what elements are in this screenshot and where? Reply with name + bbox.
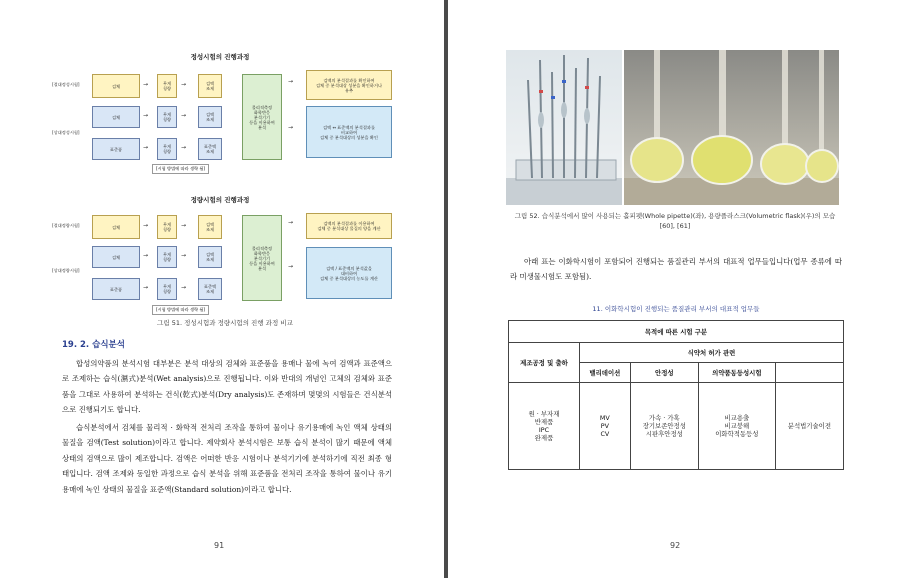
table-cell: 원 · 부자재 반제품 IPC 완제품 (509, 383, 580, 470)
figure-title-quantitative: 정량시험의 진행과정 (190, 196, 250, 204)
section-heading: 19. 2. 습식분석 (62, 340, 125, 350)
standard-box: 표준품 (92, 278, 140, 300)
side-label-absolute: [절대정성시험] (52, 82, 80, 87)
side-label-relative: [상대정성시험] (52, 130, 80, 135)
sample-label: 검체 (111, 83, 121, 89)
arrow-icon: → (181, 112, 187, 119)
arrow-icon: → (143, 222, 149, 229)
arrow-icon: → (288, 219, 294, 226)
arrow-icon: → (181, 252, 187, 259)
table-col-header-empty (775, 363, 843, 383)
side-label-absolute: [절대정량시험] (52, 223, 80, 228)
table-col-header: 안정성 (630, 363, 698, 383)
sample-box (92, 74, 140, 98)
solution-box: 검액 조제 (198, 246, 222, 268)
figure-caption: 그림 51. 정성시험과 정량시험의 진행 과정 비교 (157, 319, 293, 327)
pipette-photo (506, 50, 622, 205)
table-header-main: 목적에 따른 시험 구분 (509, 321, 844, 343)
paragraph: 습식분석에서 검체를 물리적 · 화학적 전처리 조작을 통하여 물이나 유기용매에 녹인 액체 상태의 물질을 검액(Test solution)이라고 합니다. 제약회사 분석시험은 보통 습식 분석이 많기 때문에 액체 상태의 검액으로 많이 제조합니다. 검액은 어떠한 반응 시험이나 분석기기에 분석하기에 직전 최종 형태입니다. 검액 조제와 동일한 과정으로 습식 분석을 위해 표준품을 전처리 조작을 통하여 물이나 유기용매에 녹인 상태의 물질을 표준액(Standard solution)이라고 합니다. (62, 423, 392, 494)
omitted-note: [시험 방법에 따라 생략 됨] (152, 305, 209, 315)
table-col-header: 의약품동등성시험 (698, 363, 775, 383)
solution-box: 검액 조제 (198, 215, 222, 239)
arrow-icon: → (143, 144, 149, 151)
arrow-icon: → (288, 263, 294, 270)
solution-box: 검액 조제 (198, 74, 222, 98)
standard-solution-box: 표준액 조제 (198, 138, 222, 160)
analysis-box: 물리적측정 화학반응 분석기기 등을 이용하여 분석 (242, 215, 282, 301)
table-cell: MV PV CV (580, 383, 631, 470)
page-number: 91 (214, 541, 225, 550)
table-cell: 분석법기술이전 (775, 383, 843, 470)
figure-caption: 그림 52. 습식분석에서 많이 사용되는 홀피펫(Whole pipette)(좌), 용량플라스크(Volumetric flask)(우)의 모습[60], [61] (514, 212, 836, 230)
weigh-box: 무게 칭량 (157, 106, 177, 128)
analysis-box: 물리적측정 화학반응 분석기기 등을 이용하여 분석 (242, 74, 282, 160)
duties-table (508, 320, 844, 470)
solution-box: 검액 조제 (198, 106, 222, 128)
result-box: 검액 / 표준액의 분석값을 대비하여 검체 중 분석대상의 농도를 계산 (306, 247, 392, 299)
table-cell: 비교용출 비교붕해 이화학적동등성 (698, 383, 775, 470)
pipette-illustration (506, 50, 622, 205)
arrow-icon: → (143, 81, 149, 88)
arrow-icon: → (143, 252, 149, 259)
arrow-icon: → (143, 284, 149, 291)
arrow-icon: → (288, 124, 294, 131)
paragraph: 합성의약품의 분석시험 대부분은 분석 대상의 검체와 표준품을 용매나 물에 녹여 검액과 표준액으로 조제하는 습식(濕式)분석(Wet analysis)으로 진행됩니다. 이와 반대의 개념인 고체의 검체와 표준품을 그대로 사용하여 분석하는 건식(乾式)분석(Dry analysis)도 존재하며 몇몇의 시험들은 건식분석으로 진행되기도 합니다. (62, 359, 392, 415)
table-title: 11. 이화학시험이 진행되는 품질관리 부서의 대표적 업무들 (592, 305, 760, 313)
page-91 (0, 0, 444, 578)
arrow-icon: → (143, 112, 149, 119)
arrow-icon: → (181, 222, 187, 229)
arrow-icon: → (181, 81, 187, 88)
sample-box: 검체 (92, 246, 140, 268)
table-header-sub: 식약처 허가 관련 (580, 343, 844, 363)
weigh-box: 무게 칭량 (157, 246, 177, 268)
page-92 (448, 0, 900, 578)
arrow-icon: → (181, 284, 187, 291)
flask-photo (624, 50, 839, 205)
result-box: 검액의 분석결과를 이용하여 검체 중 분석대상 물질의 양을 계산 (306, 213, 392, 239)
standard-box: 표준품 (92, 138, 140, 160)
result-box: 검액의 분석결과를 확인하여 검체 중 분석대상 성분을 확인하거나 유추 (306, 70, 392, 100)
figure-title-qualitative: 정성시험의 진행과정 (190, 53, 250, 61)
arrow-icon: → (288, 78, 294, 85)
weigh-box: 무게 칭량 (157, 138, 177, 160)
weigh-box: 무게 칭량 (157, 74, 177, 98)
result-box: 검액 ↔ 표준액의 분석결과를 비교하여 검체 중 분석대상의 성분을 확인 (306, 106, 392, 158)
sample-box: 검체 (92, 215, 140, 239)
flask-illustration (624, 50, 839, 205)
sample-box: 검체 (92, 106, 140, 128)
arrow-icon: → (181, 144, 187, 151)
omitted-note: [시험 방법에 따라 생략 됨] (152, 164, 209, 174)
table-header-left: 제조공정 및 출하 (509, 343, 580, 383)
table-cell: 가속 · 가혹 장기보존안정성 시판후안정성 (630, 383, 698, 470)
standard-solution-box: 표준액 조제 (198, 278, 222, 300)
page-number: 92 (670, 541, 681, 550)
table-col-header: 밸리데이션 (580, 363, 631, 383)
paragraph: 아래 표는 이화학시험이 포함되어 진행되는 품질관리 부서의 대표적 업무들입니다(업무 종류에 따라 미생물시험도 포함됨). (510, 257, 842, 282)
weigh-box: 무게 칭량 (157, 215, 177, 239)
weigh-box: 무게 칭량 (157, 278, 177, 300)
side-label-relative: [상대정량시험] (52, 268, 80, 273)
